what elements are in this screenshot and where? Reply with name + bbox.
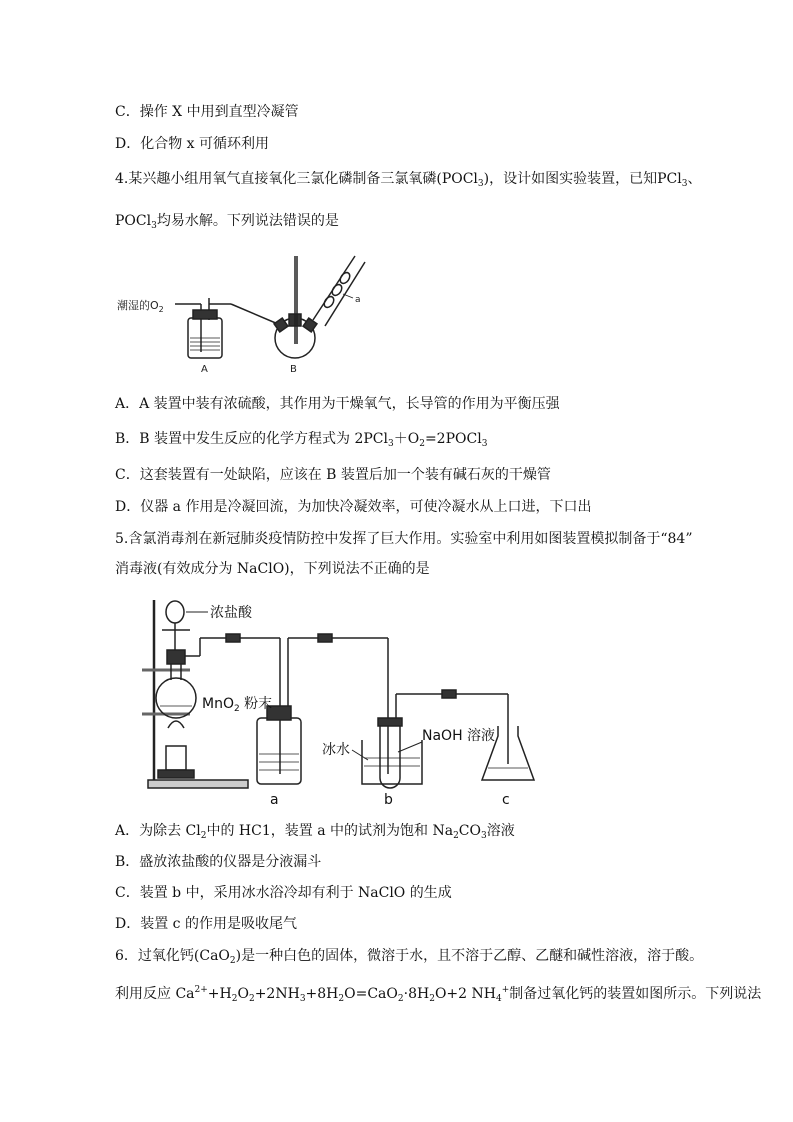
q5-label-a: a <box>270 792 279 808</box>
q4-option-a: A．A 装置中装有浓硫酸，其作用为干燥氧气，长导管的作用为平衡压强 <box>115 396 560 412</box>
q5-ice-label: 冰水 <box>322 742 350 758</box>
q5-stem-line1: 5.含氯消毒剂在新冠肺炎疫情防控中发挥了巨大作用。实验室中利用如图装置模拟制备于“84” <box>115 531 693 547</box>
q5-naoh-label: NaOH 溶液 <box>422 728 496 744</box>
q5-option-d: D．装置 c 的作用是吸收尾气 <box>115 916 297 932</box>
q5-option-c: C．装置 b 中，采用冰水浴冷却有利于 NaClO 的生成 <box>115 885 452 901</box>
q6-stem-line1: 6．过氧化钙(CaO$_2$)是一种白色的固体，微溶于水，且不溶于乙醇、乙醚和碱性溶液，溶于酸。 <box>115 948 704 966</box>
q4-stem-line2: POCl$_3$均易水解。下列说法错误的是 <box>115 213 339 231</box>
q4-option-c: C．这套装置有一处缺陷，应该在 B 装置后加一个装有碱石灰的干燥管 <box>115 467 551 483</box>
q5-stem-line2: 消毒液(有效成分为 NaClO)，下列说法不正确的是 <box>115 561 430 577</box>
q4-apparatus-figure <box>113 246 375 376</box>
q5-label-b: b <box>384 792 393 808</box>
q5-hcl-label: 浓盐酸 <box>210 605 252 621</box>
q5-label-c: c <box>502 792 510 808</box>
q4-gas-label: 潮湿的$O_2$ <box>117 299 164 314</box>
q5-mno2-label: MnO$_2$ 粉末 <box>202 696 273 714</box>
q4-label-B: B <box>290 364 297 375</box>
q4-label-a: a <box>355 295 361 305</box>
q5-option-a: A．为除去 $Cl_2$中的 HC1，装置 a 中的试剂为饱和 $Na_2CO_3$溶液 <box>115 823 515 841</box>
q3-option-c: C．操作 X 中用到直型冷凝管 <box>115 104 299 120</box>
q5-option-b: B．盛放浓盐酸的仪器是分液漏斗 <box>115 854 322 870</box>
q4-label-A: A <box>201 364 208 375</box>
q5-apparatus-figure <box>140 594 550 808</box>
q3-option-d: D．化合物 x 可循环利用 <box>115 136 270 152</box>
q6-stem-line2: 利用反应 $Ca^{2+}+H_2O_2+2NH_3+8H_2O=CaO_2\cdot 8H_2O+2$ $NH_4^+$制备过氧化钙的装置如图所示。下列说法 <box>115 985 762 1004</box>
q4-option-d: D．仪器 a 作用是冷凝回流，为加快冷凝效率，可使冷凝水从上口进，下口出 <box>115 499 592 515</box>
q4-option-b: B．B 装置中发生反应的化学方程式为 $2PCl_3+O_2=2POCl_3$ <box>115 431 488 449</box>
q4-stem-line1: 4.某兴趣小组用氧气直接氧化三氯化磷制备三氯氧磷(POCl$_3$)，设计如图实验装置，已知PCl$_3$、 <box>115 171 702 189</box>
